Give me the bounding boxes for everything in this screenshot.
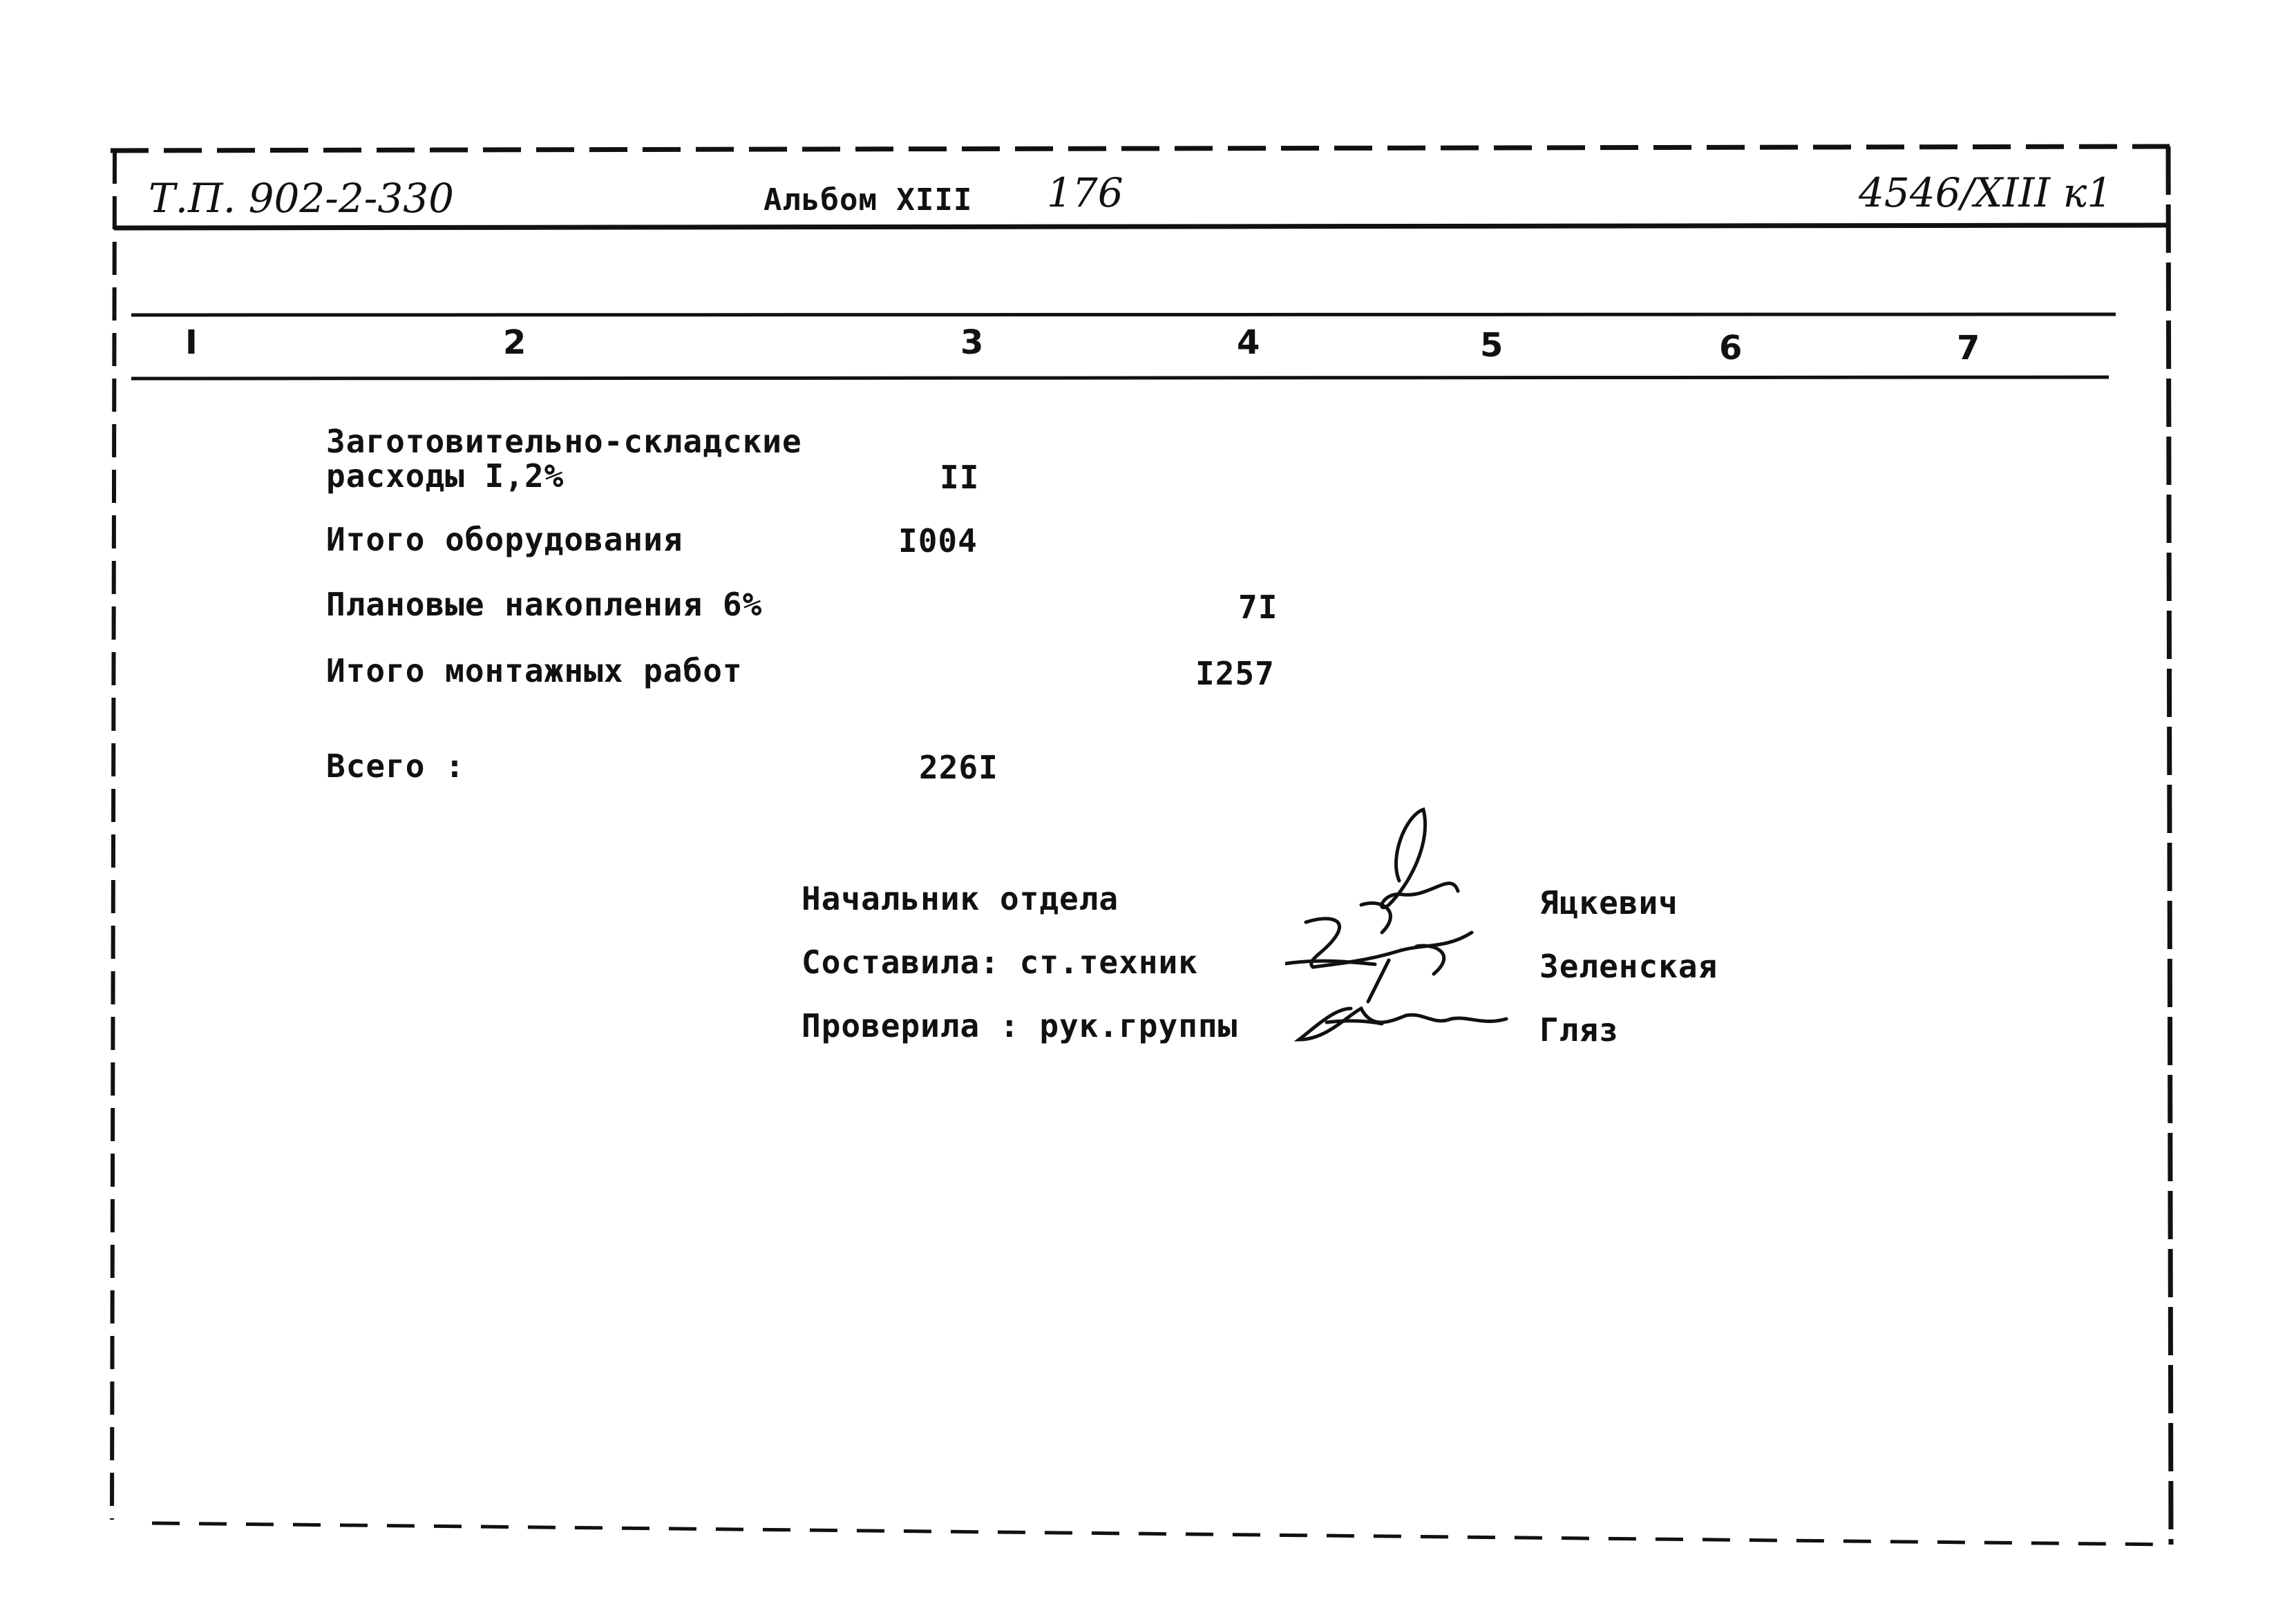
row-label-line1: Заготовительно-складские xyxy=(326,423,802,460)
column-number-6: 6 xyxy=(1719,329,1743,367)
signature-name: Гляз xyxy=(1539,1011,1619,1049)
album-label: Альбом XIII xyxy=(764,182,973,218)
row-label: Итого монтажных работ xyxy=(326,652,743,689)
signature-role: Проверила : рук.группы xyxy=(802,1007,1238,1044)
signature-name: Яцкевич xyxy=(1539,884,1678,921)
signature-role: Начальник отдела xyxy=(802,880,1119,917)
total-value-col3: 226I xyxy=(919,749,998,786)
column-number-4: 4 xyxy=(1237,323,1260,362)
total-label: Всего : xyxy=(326,747,465,785)
row-value-col3: II xyxy=(940,459,980,496)
column-number-3: 3 xyxy=(960,323,984,362)
signature-name: Зеленская xyxy=(1539,948,1718,985)
archive-code: 4546/XIII к1 xyxy=(1859,169,2113,216)
row-value-col4: I257 xyxy=(1195,655,1275,692)
page-number: 176 xyxy=(1047,169,1123,216)
column-number-2: 2 xyxy=(503,323,527,362)
column-number-5: 5 xyxy=(1480,326,1504,365)
row-label: Плановые накопления 6% xyxy=(326,586,763,623)
signature-role: Составила: ст.техник xyxy=(802,944,1198,981)
column-number-1: I xyxy=(185,323,198,362)
handwritten-signatures xyxy=(1285,801,1520,1064)
row-label: Итого оборудования xyxy=(326,521,683,558)
column-header-bottom-rule xyxy=(131,377,2109,379)
column-number-7: 7 xyxy=(1957,329,1980,367)
project-code: Т.П. 902-2-330 xyxy=(149,175,455,222)
row-label-line2: расходы I,2% xyxy=(326,457,565,495)
row-value-col4: 7I xyxy=(1238,589,1278,626)
row-value-col3: I004 xyxy=(898,522,978,560)
column-header-top-rule xyxy=(131,314,2116,315)
